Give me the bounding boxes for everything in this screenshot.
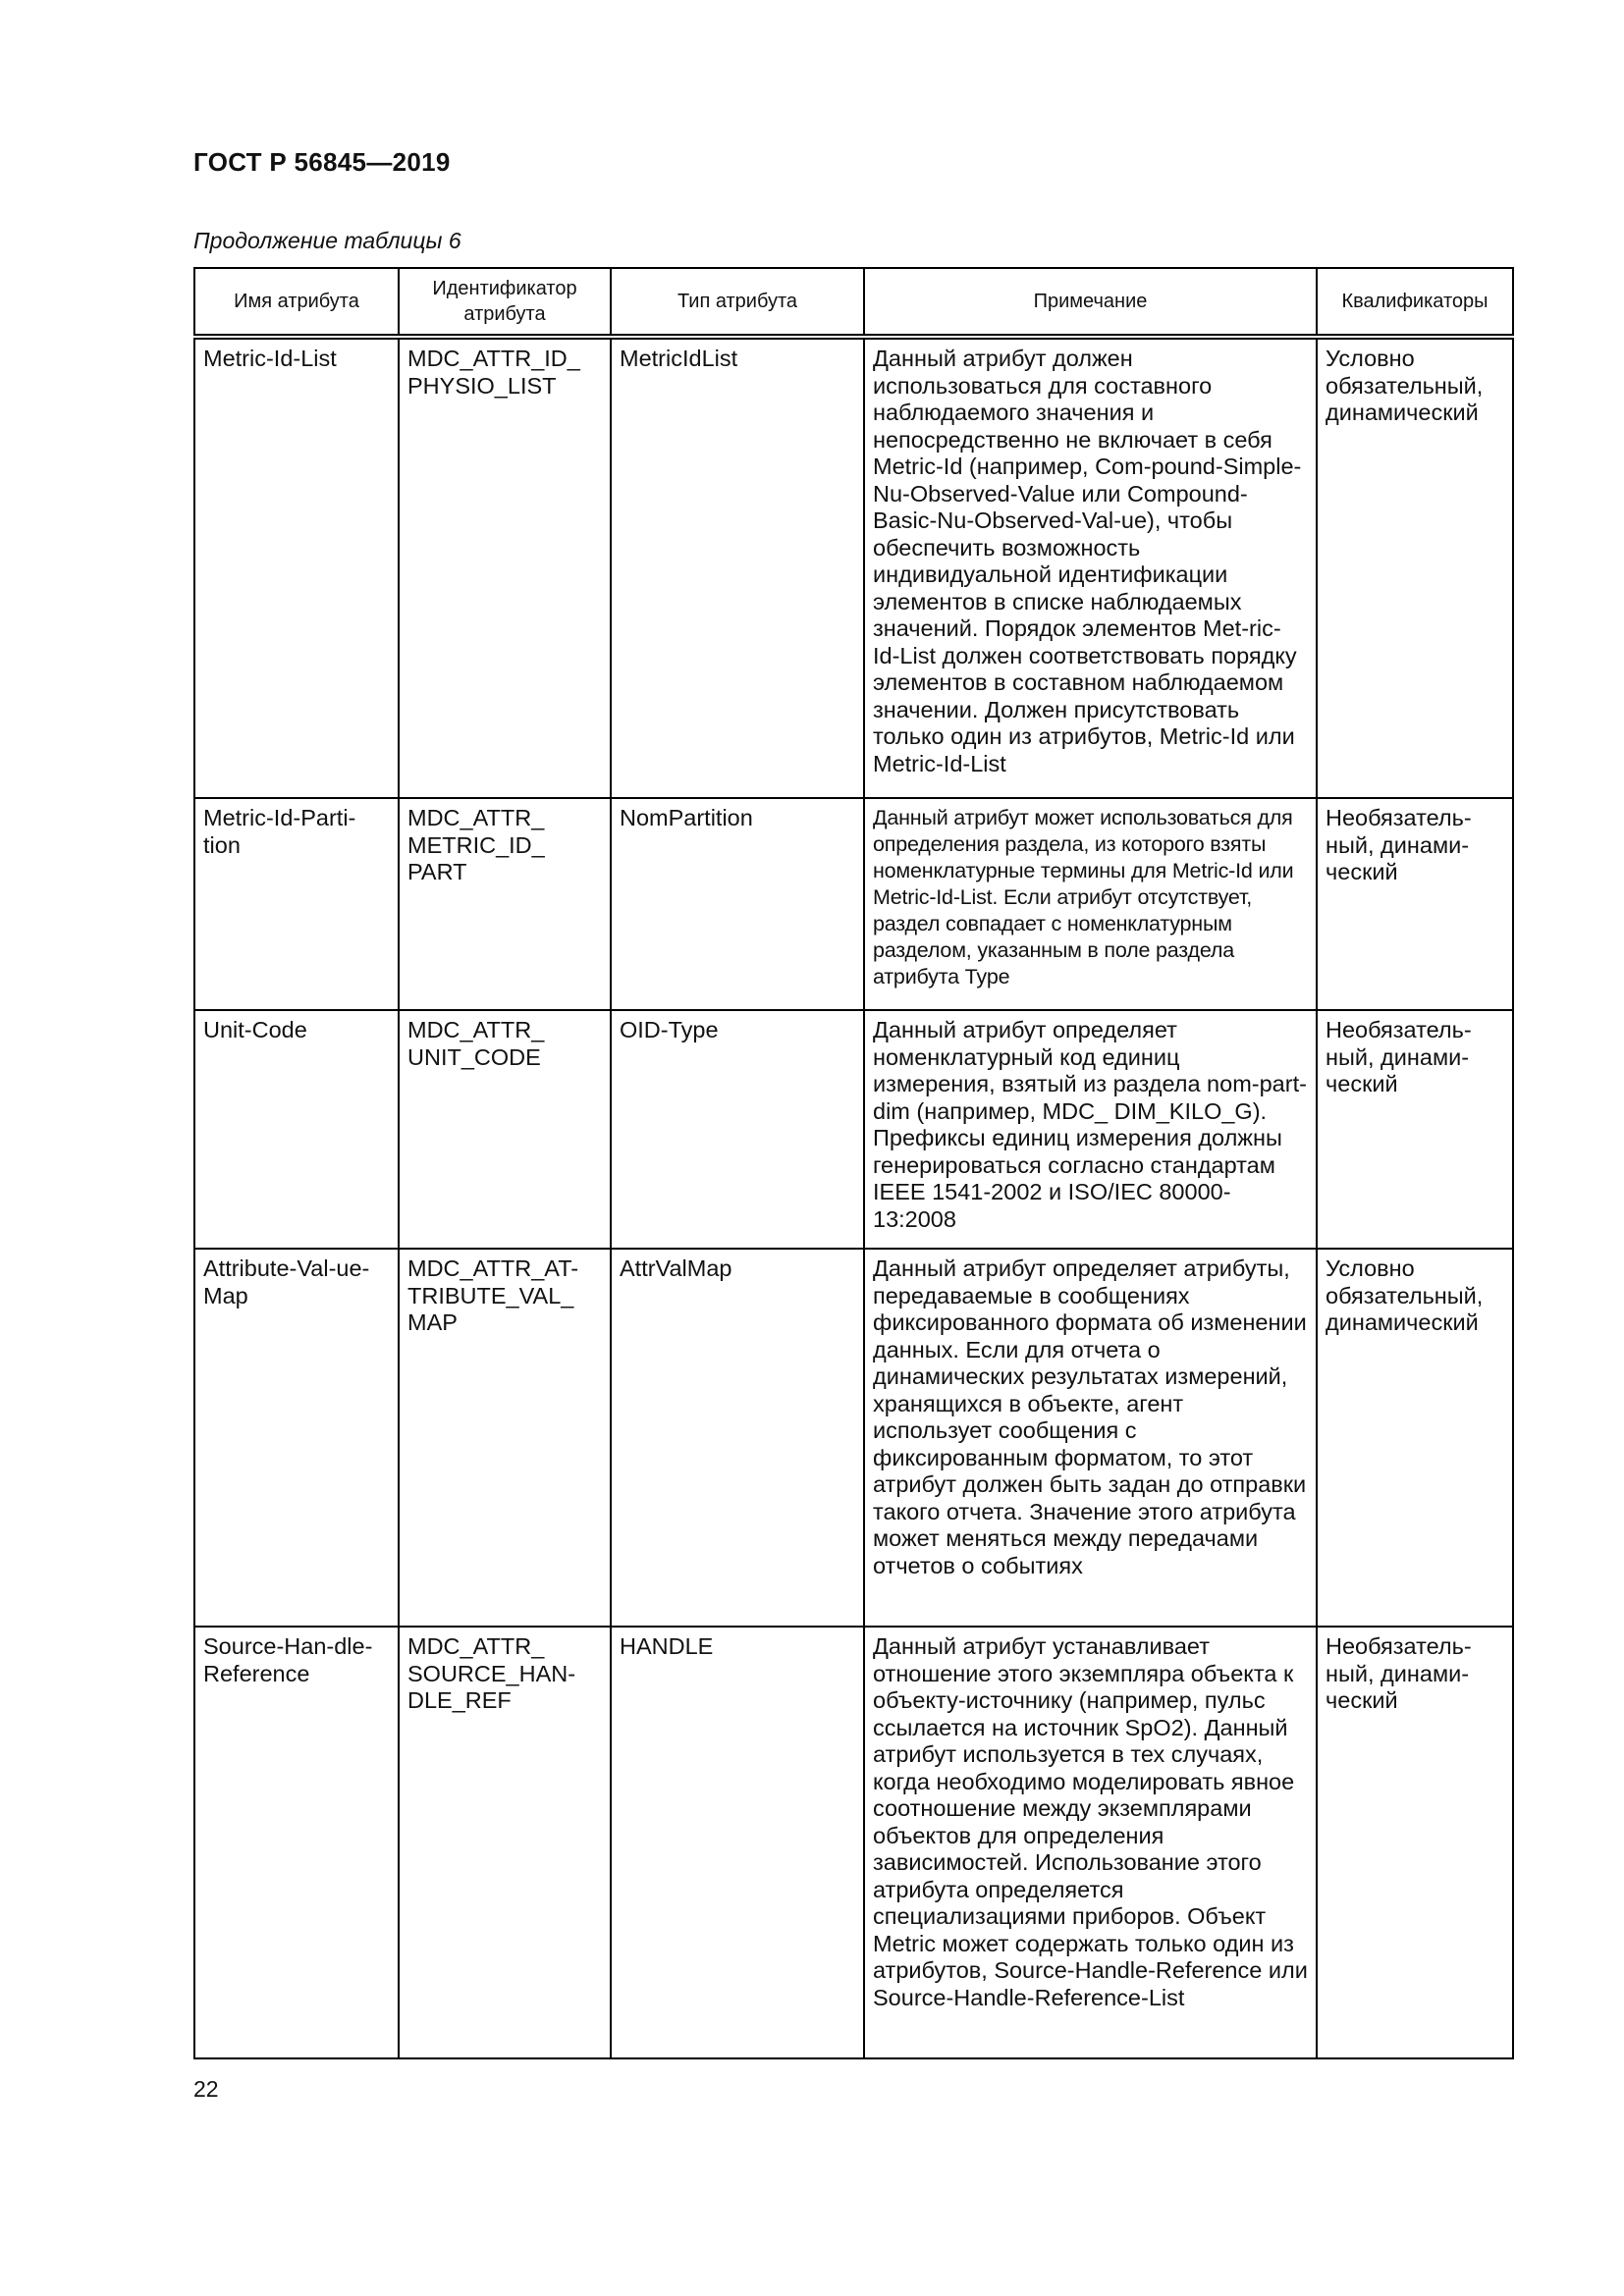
attribute-id-cell: MDC_ATTR_AT-TRIBUTE_VAL_ MAP — [399, 1249, 611, 1627]
table-header-row — [194, 268, 1513, 337]
attribute-qualifiers-cell: Необязатель-ный, динами-ческий — [1317, 1010, 1513, 1249]
attribute-qualifiers-cell: Условно обязательный, динамический — [1317, 337, 1513, 798]
attribute-note-cell: Данный атрибут должен использоваться для составного наблюдаемого значения и непосредственно не включает в себя Metric-Id (например, Com-pound-Simple-Nu-Observed-Value или Compound-Basic-Nu-Observed-Val-ue), чтобы обеспечить возможность индивидуальной идентификации элементов в списке наблюдаемых значений. Порядок элементов Met-ric-Id-List должен соответствовать порядку элементов в составном наблюдаемом значении. Должен присутствовать только один из атрибутов, Metric-Id или Metric-Id-List — [864, 337, 1317, 798]
attribute-type-cell: OID-Type — [611, 1010, 864, 1249]
attribute-note-cell: Данный атрибут определяет атрибуты, передаваемые в сообщениях фиксированного формата об изменении данных. Если для отчета о динамических результатах измерений, хранящихся в объекте, агент использует сообщения с фиксированным форматом, то этот атрибут должен быть задан до отправки такого отчета. Значение этого атрибута может меняться между передачами отчетов о событиях — [864, 1249, 1317, 1627]
attribute-name-cell: Unit-Code — [194, 1010, 399, 1249]
table-row — [194, 337, 1513, 798]
attribute-qualifiers-cell: Условно обязательный, динамический — [1317, 1249, 1513, 1627]
attribute-note-cell: Данный атрибут может использоваться для определения раздела, из которого взяты номенклатурные термины для Metric-Id или Metric-Id-List. Если атрибут отсутствует, раздел совпадает с номенклатурным разделом, указанным в поле раздела атрибута Type — [864, 798, 1317, 1010]
attributes-table — [193, 267, 1514, 2059]
page-number: 22 — [193, 2076, 219, 2102]
column-header-id: Идентификатор атрибута — [399, 268, 611, 337]
attribute-name-cell: Source-Han-dle-Reference — [194, 1627, 399, 2058]
attribute-qualifiers-cell: Необязатель-ный, динами-ческий — [1317, 1627, 1513, 2058]
column-header-name: Имя атрибута — [194, 268, 399, 337]
attribute-type-cell: HANDLE — [611, 1627, 864, 2058]
document-code: ГОСТ Р 56845—2019 — [193, 147, 451, 177]
attribute-name-cell: Metric-Id-List — [194, 337, 399, 798]
attribute-name-cell: Attribute-Val-ue-Map — [194, 1249, 399, 1627]
column-header-qualifiers: Квалификаторы — [1317, 268, 1513, 337]
table-row — [194, 798, 1513, 1010]
attribute-note-cell: Данный атрибут определяет номенклатурный код единиц измерения, взятый из раздела nom-part-dim (например, MDC_ DIM_KILO_G). Префиксы единиц измерения должны генерироваться согласно стандартам IEEE 1541-2002 и ISO/IEC 80000-13:2008 — [864, 1010, 1317, 1249]
table-row — [194, 1010, 1513, 1249]
table-caption: Продолжение таблицы 6 — [193, 228, 461, 253]
attribute-qualifiers-cell: Необязатель-ный, динами-ческий — [1317, 798, 1513, 1010]
attribute-note-cell: Данный атрибут устанавливает отношение этого экземпляра объекта к объекту-источнику (например, пульс ссылается на источник SpO2). Данный атрибут используется в тех случаях, когда необходимо моделировать явное соотношение между экземплярами объектов для определения зависимостей. Использование этого атрибута определяется специализациями приборов. Объект Metric может содержать только один из атрибутов, Source-Handle-Reference или Source-Handle-Reference-List — [864, 1627, 1317, 2058]
attribute-type-cell: NomPartition — [611, 798, 864, 1010]
attribute-id-cell: MDC_ATTR_ID_ PHYSIO_LIST — [399, 337, 611, 798]
attribute-type-cell: MetricIdList — [611, 337, 864, 798]
column-header-type: Тип атрибута — [611, 268, 864, 337]
attribute-id-cell: MDC_ATTR_ UNIT_CODE — [399, 1010, 611, 1249]
attribute-id-cell: MDC_ATTR_ SOURCE_HAN-DLE_REF — [399, 1627, 611, 2058]
table-row — [194, 1249, 1513, 1627]
attribute-type-cell: AttrValMap — [611, 1249, 864, 1627]
attribute-name-cell: Metric-Id-Parti-tion — [194, 798, 399, 1010]
attribute-id-cell: MDC_ATTR_ METRIC_ID_ PART — [399, 798, 611, 1010]
table-row — [194, 1627, 1513, 2058]
column-header-note: Примечание — [864, 268, 1317, 337]
